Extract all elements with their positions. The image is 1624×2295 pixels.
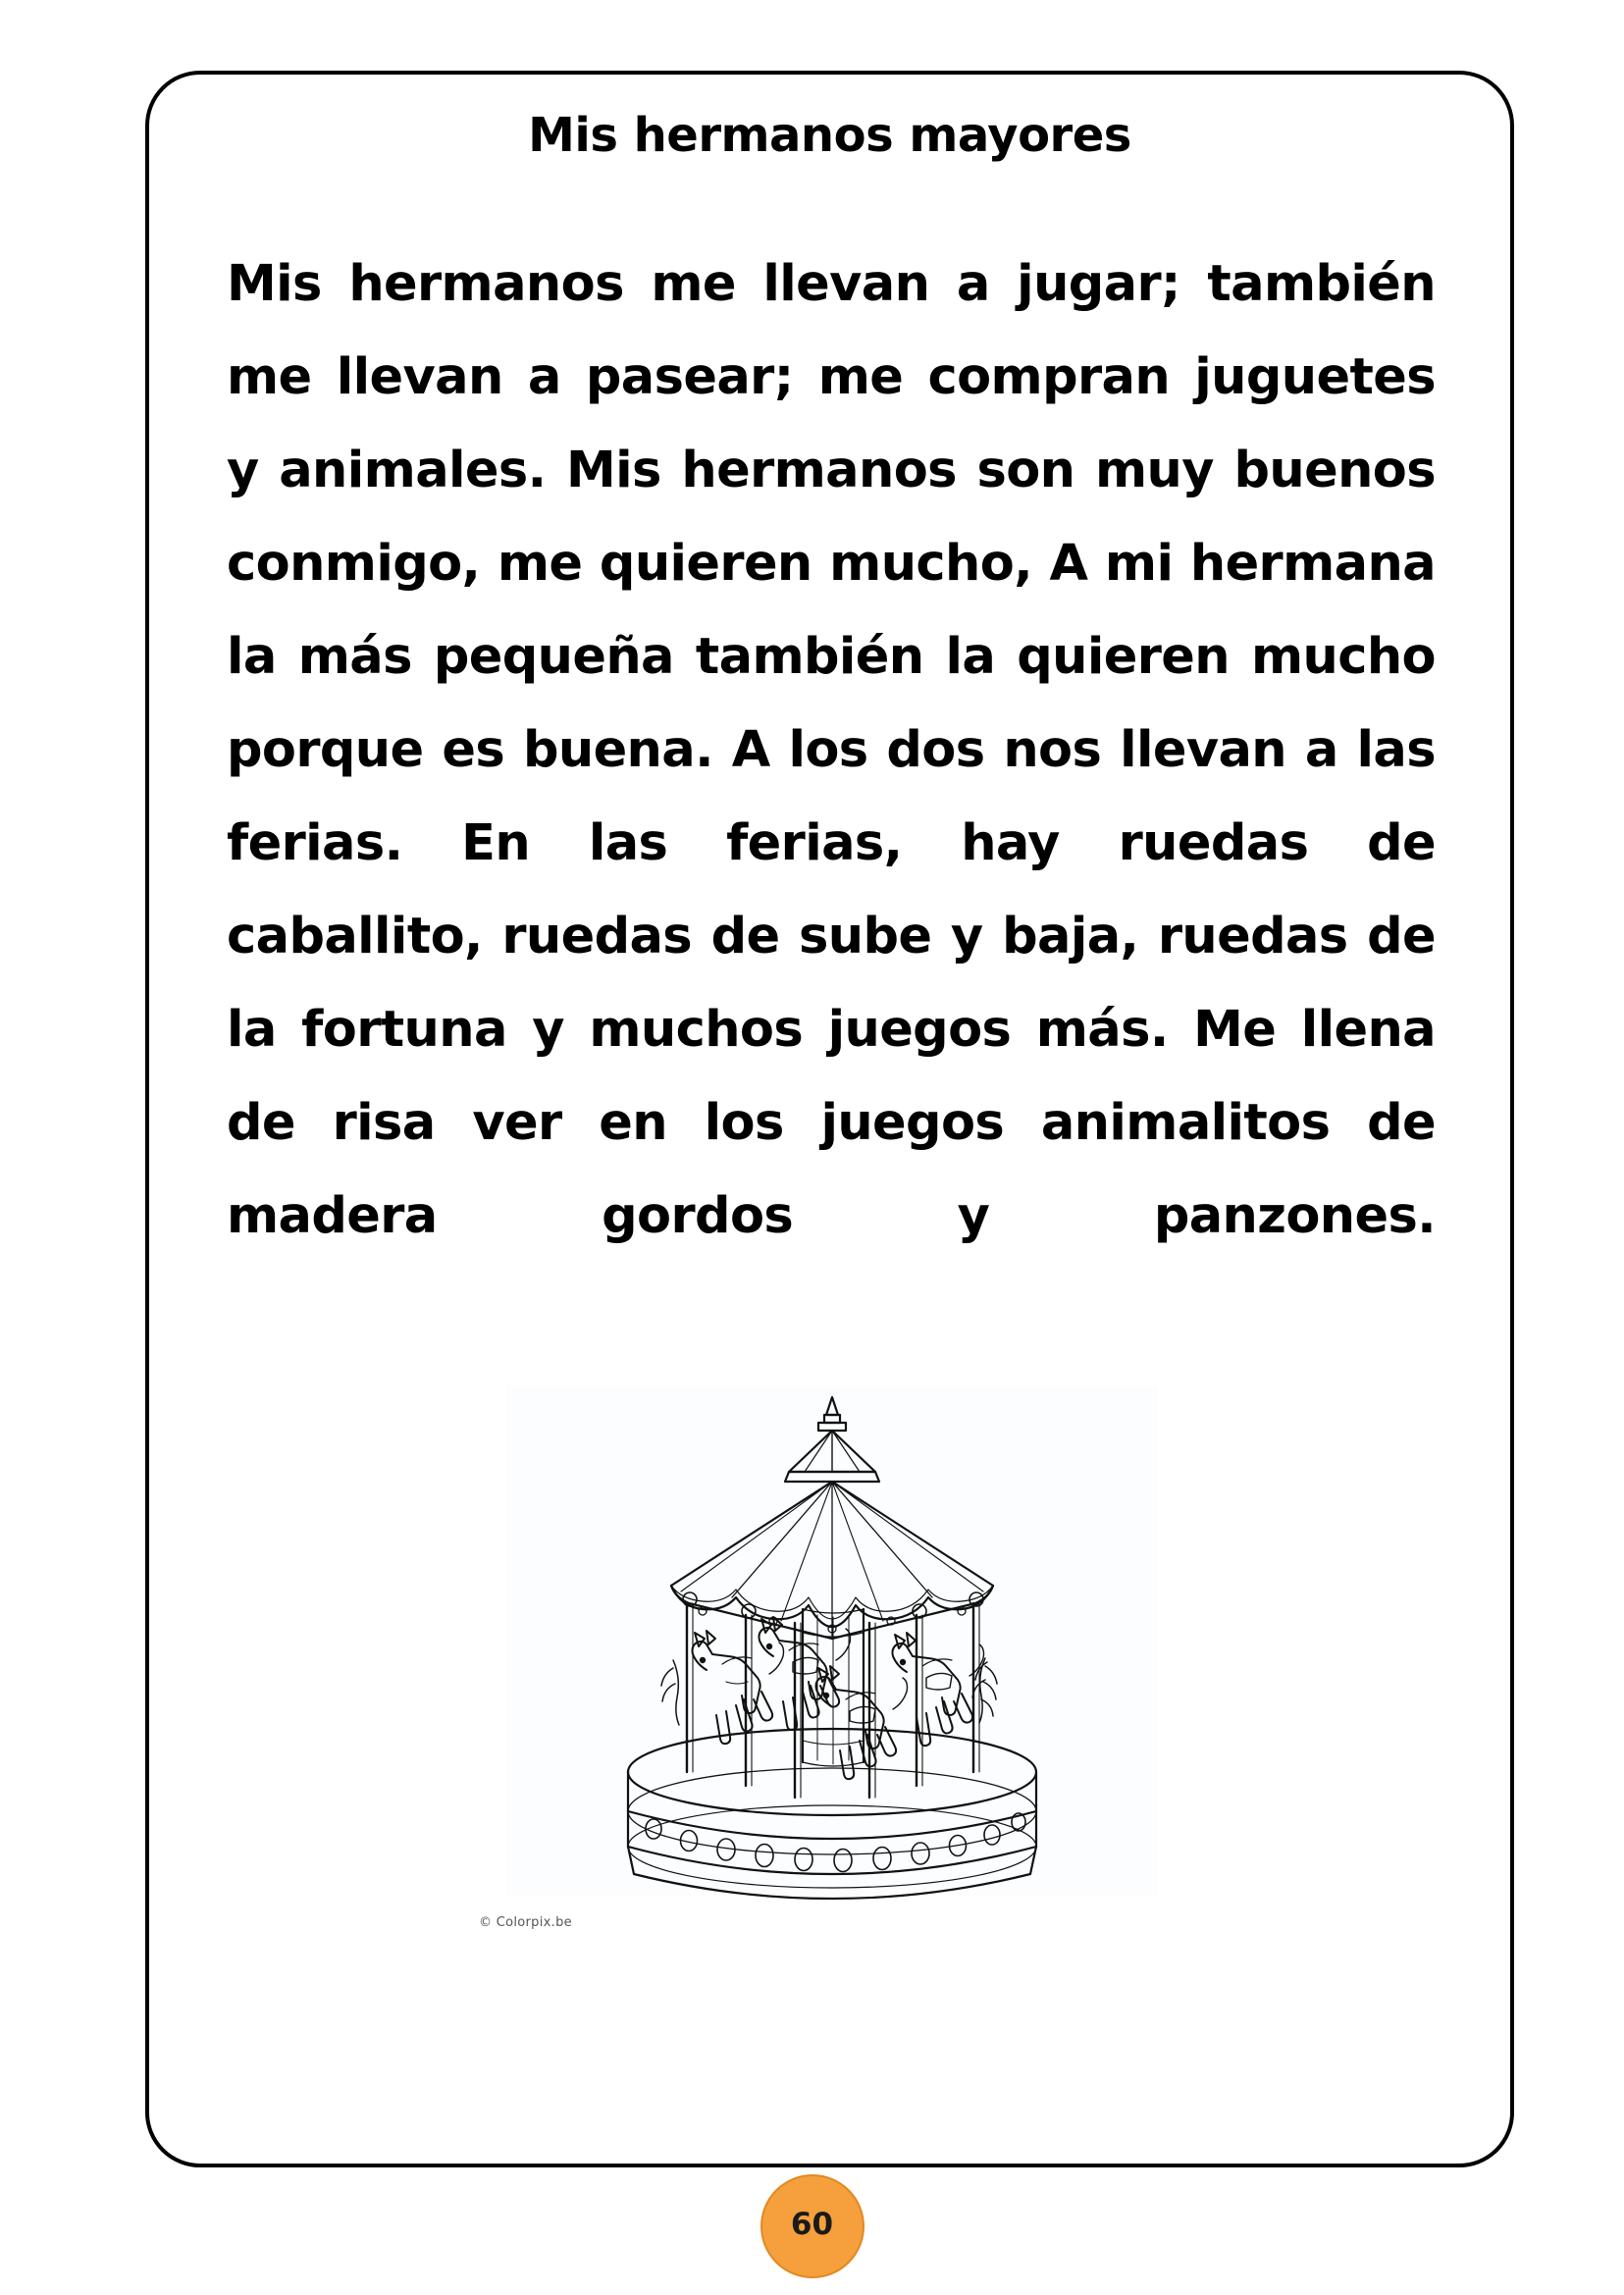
page-number-area: [0, 2174, 1624, 2295]
page-content: [145, 71, 1514, 2167]
page-title: Mis hermanos mayores: [528, 108, 1131, 163]
page-number-text: 60: [790, 2207, 834, 2242]
carousel-illustration: [479, 1376, 1185, 1925]
page-number-badge: [760, 2174, 864, 2278]
image-watermark: © Colorpix.be: [479, 1915, 572, 1930]
reading-passage: Mis hermanos me llevan a jugar; también me llevan a pasear; me compran juguetes y animales. Mis hermanos son muy buenos conmigo, me quieren mucho, A mi hermana la más pequeña también la quieren mucho porque es buena. A los dos nos llevan a las ferias. En las ferias, hay ruedas de caballito, ruedas de sube y baja, ruedas de la fortuna y muchos juegos más. Me llena de risa ver en los juegos animalitos de madera gordos y panzones.: [227, 255, 1436, 1245]
